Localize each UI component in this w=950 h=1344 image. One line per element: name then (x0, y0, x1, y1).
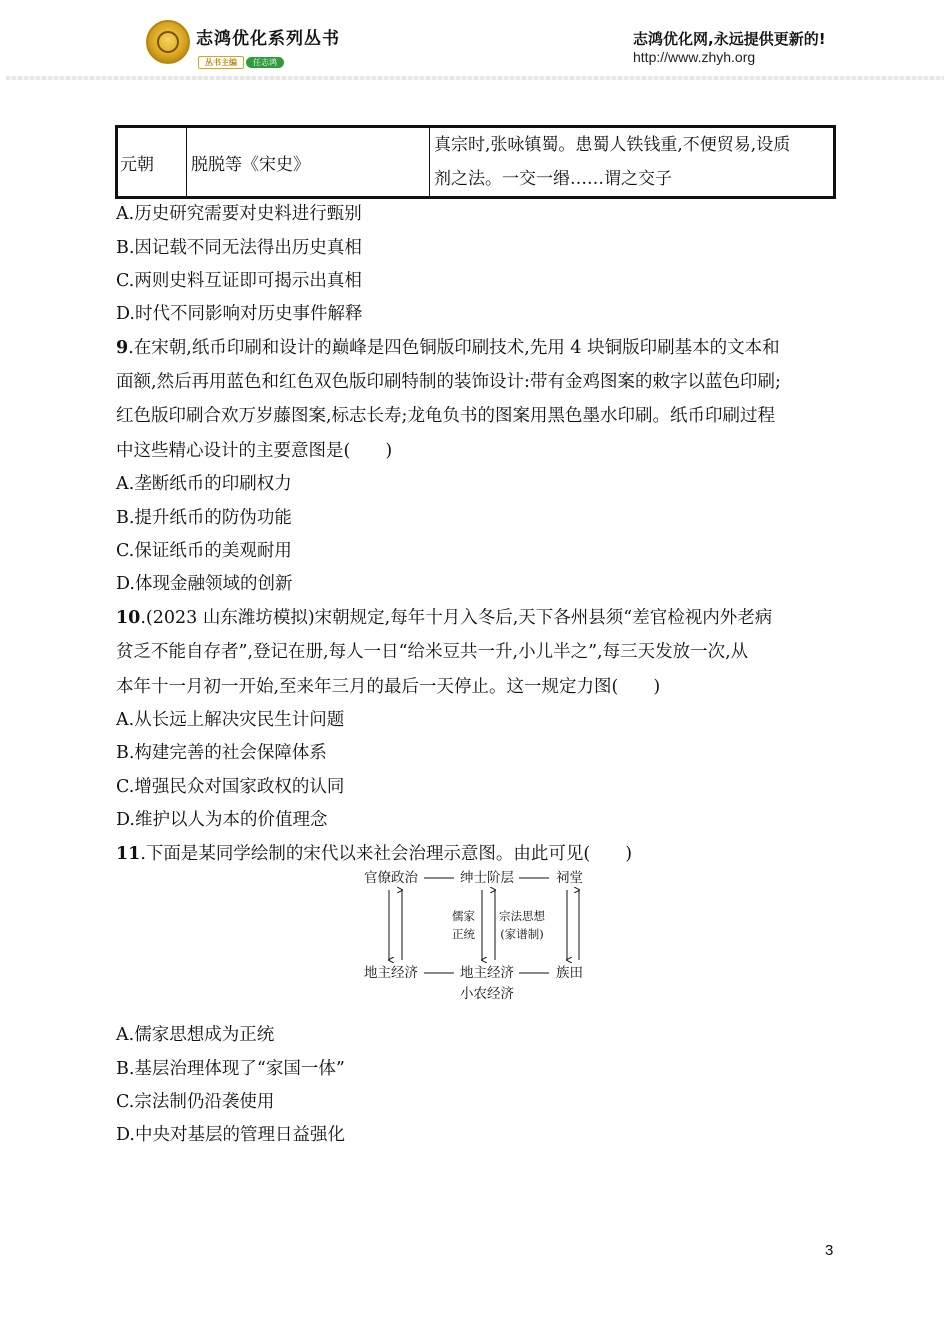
table-cell-dynasty: 元朝 (117, 127, 187, 198)
node-small-peasant-economy: 小农经济 (460, 986, 514, 1002)
q9-stem-line: 面额,然后再用蓝色和红色双色版印刷特制的装饰设计:带有金鸡图案的敕字以蓝色印刷; (116, 372, 781, 392)
q11-option-d: D.中央对基层的管理日益强化 (116, 1125, 345, 1145)
q9-number: 9 (116, 338, 129, 358)
q11-option-b: B.基层治理体现了“家国一体” (116, 1059, 345, 1079)
node-bureaucratic-politics: 官僚政治 (364, 870, 418, 886)
q11-option-c: C.宗法制仍沿袭使用 (116, 1092, 275, 1112)
page-header (0, 0, 950, 82)
source-table (115, 125, 836, 199)
q9-option-c: C.保证纸币的美观耐用 (116, 541, 292, 561)
q10-text: .(2023 山东潍坊模拟)宋朝规定,每年十月入冬后,天下各州县须“差官检视内外老病 (140, 608, 773, 628)
series-title: 志鸿优化系列丛书 (196, 29, 340, 49)
table-cell-source: 脱脱等《宋史》 (187, 127, 430, 198)
node-clan-land: 族田 (556, 965, 583, 981)
q8-option-c: C.两则史料互证即可揭示出真相 (116, 271, 362, 291)
node-landlord-economy-mid: 地主经济 (460, 965, 514, 981)
q9-option-d: D.体现金融领域的创新 (116, 574, 293, 594)
q11-number: 11 (116, 844, 141, 864)
q10-option-b: B.构建完善的社会保障体系 (116, 743, 327, 763)
label-line: 宗法思想 (499, 909, 545, 923)
q9-option-a: A.垄断纸币的印刷权力 (116, 474, 292, 494)
q10-option-d: D.维护以人为本的价值理念 (116, 810, 328, 830)
q9-stem-line: 红色版印刷合欢万岁藤图案,标志长寿;龙龟负书的图案用黑色墨水印刷。纸币印刷过程 (116, 406, 775, 426)
q9-text: .在宋朝,纸币印刷和设计的巅峰是四色铜版印刷技术,先用 4 块铜版印刷基本的文本和 (128, 338, 780, 358)
label-confucian-orthodoxy (447, 907, 480, 943)
q9-stem-line: 中这些精心设计的主要意图是( ) (116, 441, 393, 461)
table-row (117, 127, 835, 198)
node-landlord-economy-left: 地主经济 (364, 965, 418, 981)
governance-diagram (355, 866, 595, 1006)
q8-option-d: D.时代不同影响对历史事件解释 (116, 304, 363, 324)
q8-option-b: B.因记载不同无法得出历史真相 (116, 238, 362, 258)
q10-option-c: C.增强民众对国家政权的认同 (116, 777, 345, 797)
page-number: 3 (825, 1242, 834, 1259)
q11-text: .下面是某同学绘制的宋代以来社会治理示意图。由此可见( ) (140, 844, 633, 864)
q10-option-a: A.从长远上解决灾民生计问题 (116, 710, 345, 730)
q10-stem-line: 贫乏不能自存者”,登记在册,每人一日“给米豆共一升,小儿半之”,每三天发放一次,从 (116, 642, 749, 662)
q8-option-a: A.历史研究需要对史料进行甄别 (116, 204, 362, 224)
site-url[interactable]: http://www.zhyh.org (633, 49, 756, 65)
site-slogan: 志鸿优化网,永远提供更新的! (633, 30, 826, 48)
series-logo-icon (146, 20, 190, 64)
q10-stem-line: 本年十一月初一开始,至来年三月的最后一天停止。这一规定力图( ) (116, 677, 661, 697)
header-divider (6, 76, 944, 80)
q9-stem-line (116, 336, 780, 360)
table-cell-content (430, 127, 835, 198)
label-line: 儒家 (452, 909, 475, 923)
label-line: 正统 (452, 927, 475, 941)
content-line: 真宗时,张咏镇蜀。患蜀人铁钱重,不便贸易,设质 (434, 135, 791, 155)
q11-stem-line (116, 842, 632, 866)
node-gentry: 绅士阶层 (460, 870, 514, 886)
editor-name: 任志鸿 (246, 57, 284, 68)
q10-number: 10 (116, 608, 141, 628)
q10-stem-line (116, 606, 772, 630)
editor-line (198, 50, 284, 67)
label-line: (家谱制) (500, 927, 544, 941)
q9-option-b: B.提升纸币的防伪功能 (116, 508, 292, 528)
node-ancestral-hall: 祠堂 (556, 870, 583, 886)
content-line: 剂之法。一交一缗……谓之交子 (434, 169, 672, 189)
q11-option-a: A.儒家思想成为正统 (116, 1025, 275, 1045)
editor-label: 丛书主编 (198, 56, 244, 69)
label-patriarchal-thought (492, 907, 552, 943)
